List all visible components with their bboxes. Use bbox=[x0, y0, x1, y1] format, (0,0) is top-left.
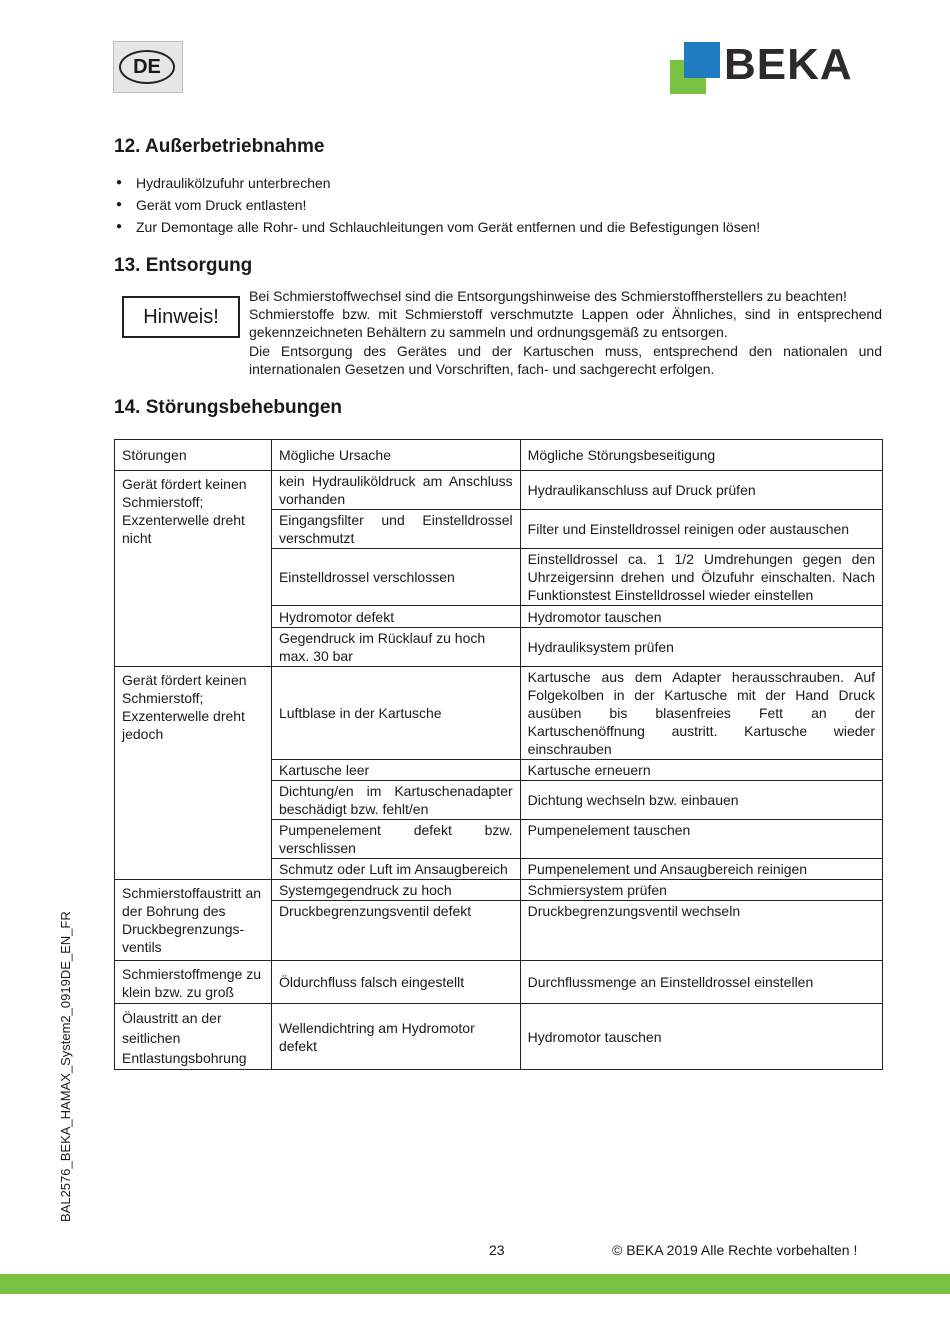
remedy-cell: Durchflussmenge an Einstelldrossel einstellen bbox=[520, 961, 882, 1004]
header-cell: Mögliche Ursache bbox=[271, 440, 520, 471]
header-cell: Störungen bbox=[115, 440, 272, 471]
hint-line: Bei Schmierstoffwechsel sind die Entsorgungshinweise des Schmierstoffherstellers zu beachten! bbox=[249, 288, 847, 304]
remedy-cell: Kartusche aus dem Adapter herausschrauben. Auf Folgekolben in der Kartusche mit der Hand Druck ausüben bis blasenfreies Fett an der Kartuschenöffnung austritt. Kartusche wieder einschrauben bbox=[520, 667, 882, 760]
header-cell: Mögliche Störungsbeseitigung bbox=[520, 440, 882, 471]
remedy-cell: Pumpenelement und Ansaugbereich reinigen bbox=[520, 859, 882, 880]
page-number: 23 bbox=[489, 1242, 505, 1258]
remedy-cell: Dichtung wechseln bzw. einbauen bbox=[520, 781, 882, 820]
cause-cell: Eingangsfilter und Einstelldrossel verschmutzt bbox=[271, 510, 520, 549]
fault-cell: Gerät fördert keinen Schmierstoff; Exzenterwelle dreht jedoch bbox=[115, 667, 272, 880]
table-row bbox=[115, 667, 883, 760]
hint-line: Schmierstoffe bzw. mit Schmierstoff verschmutzte Lappen oder Ähnliches, sind in entsprechend gekennzeichneten Behältern zu sammeln und ordnungsgemäß zu entsorgen. bbox=[249, 306, 882, 341]
logo-blue-square bbox=[684, 42, 720, 78]
cause-cell: Schmutz oder Luft im Ansaugbereich bbox=[271, 859, 520, 880]
remedy-cell: Kartusche erneuern bbox=[520, 760, 882, 781]
cause-cell: Druckbegrenzungsventil defekt bbox=[271, 901, 520, 961]
remedy-cell: Pumpenelement tauschen bbox=[520, 820, 882, 859]
fault-cell: Schmierstoffmenge zu klein bzw. zu groß bbox=[115, 961, 272, 1004]
section-12-title: 12. Außerbetriebnahme bbox=[114, 136, 325, 157]
cause-cell: Wellendichtring am Hydromotor defekt bbox=[271, 1004, 520, 1070]
table-row bbox=[115, 961, 883, 1004]
section-14-title: 14. Störungsbehebungen bbox=[114, 397, 343, 418]
remedy-cell: Schmiersystem prüfen bbox=[520, 880, 882, 901]
table-row bbox=[115, 1004, 883, 1070]
logo-wordmark: BEKA bbox=[724, 40, 853, 89]
remedy-cell: Hydrauliksystem prüfen bbox=[520, 628, 882, 667]
remedy-cell: Einstelldrossel ca. 1 1/2 Umdrehungen gegen den Uhrzeigersinn drehen und Ölzufuhr einschalten. Nach Funktionstest Einstelldrossel wieder einstellen bbox=[520, 549, 882, 606]
document-id-label: BAL2576_BEKA_HAMAX_System2_0919DE_EN_FR bbox=[58, 911, 73, 1222]
cause-cell: Pumpenelement defekt bzw. verschlissen bbox=[271, 820, 520, 859]
remedy-cell: Filter und Einstelldrossel reinigen oder austauschen bbox=[520, 510, 882, 549]
bullet-item: ● Hydraulikölzufuhr unterbrechen bbox=[116, 172, 760, 194]
remedy-cell: Hydromotor tauschen bbox=[520, 606, 882, 628]
table-row bbox=[115, 471, 883, 510]
fault-cell: Schmierstoffaustritt an der Bohrung des Druckbegrenzungs-ventils bbox=[115, 880, 272, 961]
cause-cell: Luftblase in der Kartusche bbox=[271, 667, 520, 760]
bullet-item: ● Gerät vom Druck entlasten! bbox=[116, 194, 760, 216]
cause-cell: Kartusche leer bbox=[271, 760, 520, 781]
fault-cell: Ölaustritt an der seitlichen Entlastungsbohrung bbox=[115, 1004, 272, 1070]
cause-cell: Gegendruck im Rücklauf zu hoch max. 30 bar bbox=[271, 628, 520, 667]
language-code: DE bbox=[119, 50, 175, 84]
cause-cell: Dichtung/en im Kartuschenadapter beschädigt bzw. fehlt/en bbox=[271, 781, 520, 820]
table-row bbox=[115, 880, 883, 901]
beka-logo bbox=[670, 42, 885, 94]
hint-line: Die Entsorgung des Gerätes und der Kartuschen muss, entsprechend den nationalen und internationalen Gesetzen und Vorschriften, fach- und sachgerecht erfolgen. bbox=[249, 342, 882, 377]
language-badge bbox=[113, 41, 183, 93]
copyright-notice: © BEKA 2019 Alle Rechte vorbehalten ! bbox=[612, 1242, 858, 1258]
section-12-bullet-list bbox=[116, 172, 760, 238]
bullet-item: ● Zur Demontage alle Rohr- und Schlauchleitungen vom Gerät entfernen und die Befestigungen lösen! bbox=[116, 216, 760, 238]
remedy-cell: Hydromotor tauschen bbox=[520, 1004, 882, 1070]
section-13-title: 13. Entsorgung bbox=[114, 255, 253, 276]
fault-cell: Gerät fördert keinen Schmierstoff; Exzenterwelle dreht nicht bbox=[115, 471, 272, 667]
cause-cell: Systemgegendruck zu hoch bbox=[271, 880, 520, 901]
troubleshooting-table bbox=[114, 439, 883, 1070]
remedy-cell: Druckbegrenzungsventil wechseln bbox=[520, 901, 882, 961]
table-header-row bbox=[115, 440, 883, 471]
cause-cell: kein Hydrauliköldruck am Anschluss vorhanden bbox=[271, 471, 520, 510]
hint-text bbox=[249, 287, 882, 378]
cause-cell: Hydromotor defekt bbox=[271, 606, 520, 628]
remedy-cell: Hydraulikanschluss auf Druck prüfen bbox=[520, 471, 882, 510]
footer-green-bar bbox=[0, 1274, 950, 1294]
cause-cell: Einstelldrossel verschlossen bbox=[271, 549, 520, 606]
hint-label-box: Hinweis! bbox=[122, 296, 240, 338]
cause-cell: Öldurchfluss falsch eingestellt bbox=[271, 961, 520, 1004]
